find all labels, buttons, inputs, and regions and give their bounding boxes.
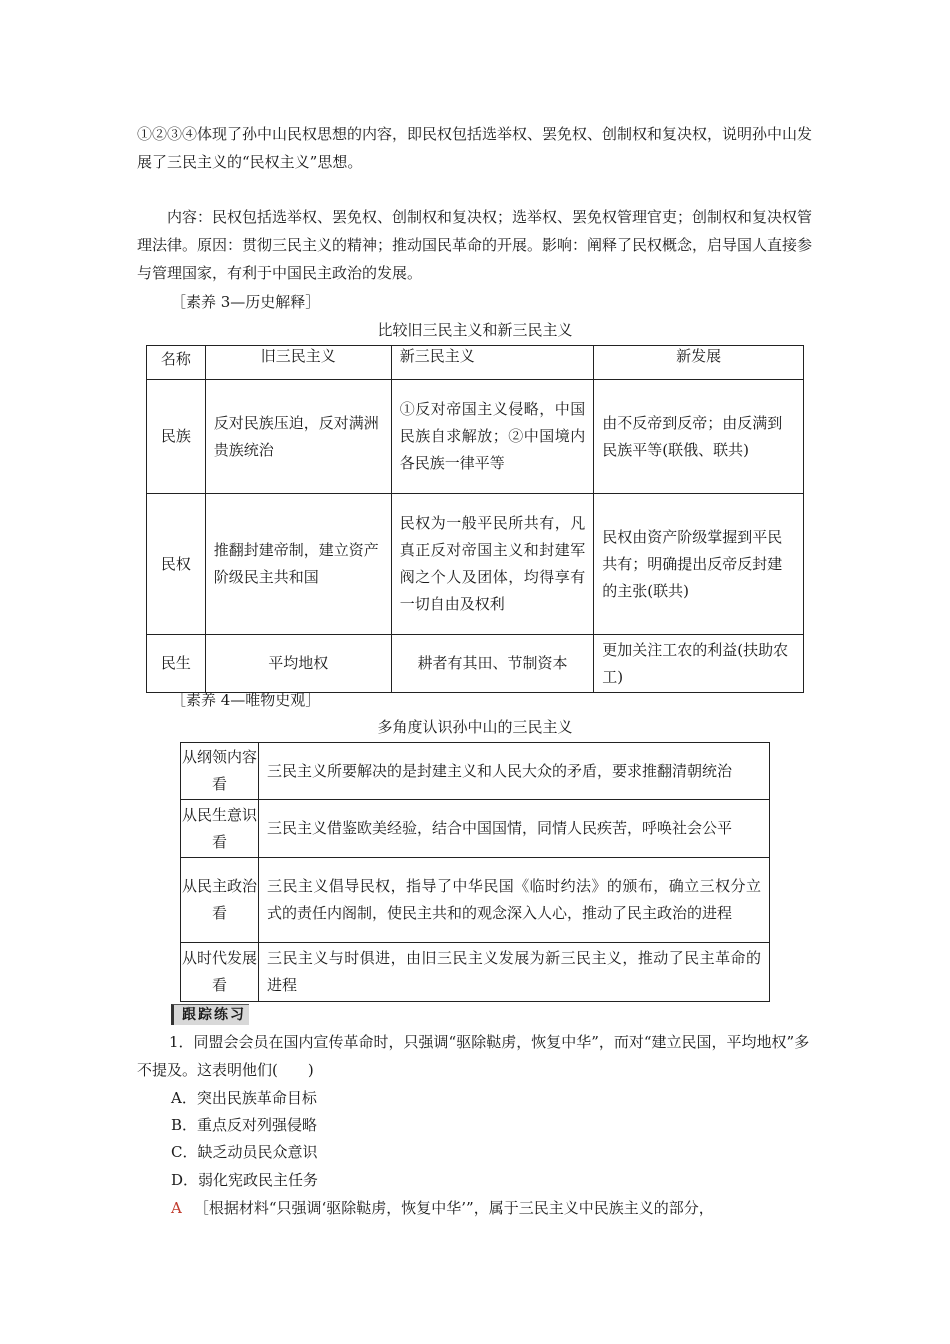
option-a: A．突出民族革命目标: [171, 1089, 317, 1107]
table-row: [147, 494, 804, 635]
table2-caption: 多角度认识孙中山的三民主义: [377, 718, 573, 736]
comparison-table: [146, 345, 804, 693]
new-cell: 耕者有其田、节制资本: [391, 635, 593, 693]
row-name-cell: 民生: [147, 635, 206, 693]
answer-explanation: [171, 1198, 821, 1218]
row-name-cell: 民权: [147, 494, 206, 635]
option-d: D．弱化宪政民主任务: [171, 1171, 319, 1189]
table-row: [181, 743, 770, 800]
option-b: B．重点反对列强侵略: [171, 1116, 318, 1134]
table-row: [181, 858, 770, 943]
perspective-key: 从时代发展看: [181, 943, 259, 1002]
perspective-key: 从民主政治看: [181, 858, 259, 943]
paragraph-2: 内容：民权包括选举权、罢免权、创制权和复决权；选举权、罢免权管理官吏；创制权和复决权管理法律。原因：贯彻三民主义的精神；推动国民革命的开展。影响：阐释了民权概念，启导国人直接参与管理国家，有利于中国民主政治的发展。: [137, 208, 813, 282]
section-label-4: ［素养 4—唯物史观］: [171, 691, 321, 709]
new-cell: ①反对帝国主义侵略，中国民族自求解放；②中国境内各民族一律平等: [391, 380, 593, 494]
row-name-cell: 民族: [147, 380, 206, 494]
perspective-key: 从纲领内容看: [181, 743, 259, 800]
perspective-value: 三民主义倡导民权，指导了中华民国《临时约法》的颁布，确立三权分立式的责任内阁制，使民主共和的观念深入人心，推动了民主政治的进程: [259, 858, 770, 943]
old-cell: 平均地权: [205, 635, 391, 693]
practice-badge: 跟踪练习: [171, 1004, 249, 1025]
perspective-value: 三民主义借鉴欧美经验，结合中国国情，同情人民疾苦，呼唤社会公平: [259, 800, 770, 858]
perspective-value: 三民主义与时俱进，由旧三民主义发展为新三民主义，推动了民主革命的进程: [259, 943, 770, 1002]
header-cell: 名称: [147, 346, 206, 380]
old-cell: 推翻封建帝制，建立资产阶级民主共和国: [205, 494, 391, 635]
table-row: [147, 380, 804, 494]
question-text: 1．同盟会会员在国内宣传革命时，只强调“驱除鞑虏，恢复中华”，而对“建立民国，平均地权”多不提及。这表明他们( ): [137, 1033, 810, 1079]
paragraph-1: ①②③④体现了孙中山民权思想的内容，即民权包括选举权、罢免权、创制权和复决权，说明孙中山发展了三民主义的“民权主义”思想。: [137, 125, 813, 171]
answer-letter: A: [171, 1199, 182, 1217]
dev-cell: 更加关注工农的利益(扶助农工): [594, 635, 804, 693]
table-header-row: [147, 346, 804, 380]
option-c: C．缺乏动员民众意识: [171, 1143, 318, 1161]
header-cell: 新发展: [594, 346, 804, 380]
table-row: [181, 800, 770, 858]
perspectives-table: [180, 742, 770, 1002]
answer-text: ［根据材料“只强调‘驱除鞑虏，恢复中华’”，属于三民主义中民族主义的部分，: [193, 1199, 714, 1217]
table-row: [181, 943, 770, 1002]
perspective-value: 三民主义所要解决的是封建主义和人民大众的矛盾，要求推翻清朝统治: [259, 743, 770, 800]
perspective-key: 从民生意识看: [181, 800, 259, 858]
old-cell: 反对民族压迫，反对满洲贵族统治: [205, 380, 391, 494]
dev-cell: 由不反帝到反帝；由反满到民族平等(联俄、联共): [594, 380, 804, 494]
table1-caption: 比较旧三民主义和新三民主义: [377, 321, 573, 339]
section-label-3: ［素养 3—历史解释］: [171, 293, 321, 311]
header-cell: 新三民主义: [391, 346, 593, 380]
new-cell: 民权为一般平民所共有，凡真正反对帝国主义和封建军阀之个人及团体，均得享有一切自由及权利: [391, 494, 593, 635]
header-cell: 旧三民主义: [205, 346, 391, 380]
dev-cell: 民权由资产阶级掌握到平民共有；明确提出反帝反封建的主张(联共): [594, 494, 804, 635]
table-row: [147, 635, 804, 693]
